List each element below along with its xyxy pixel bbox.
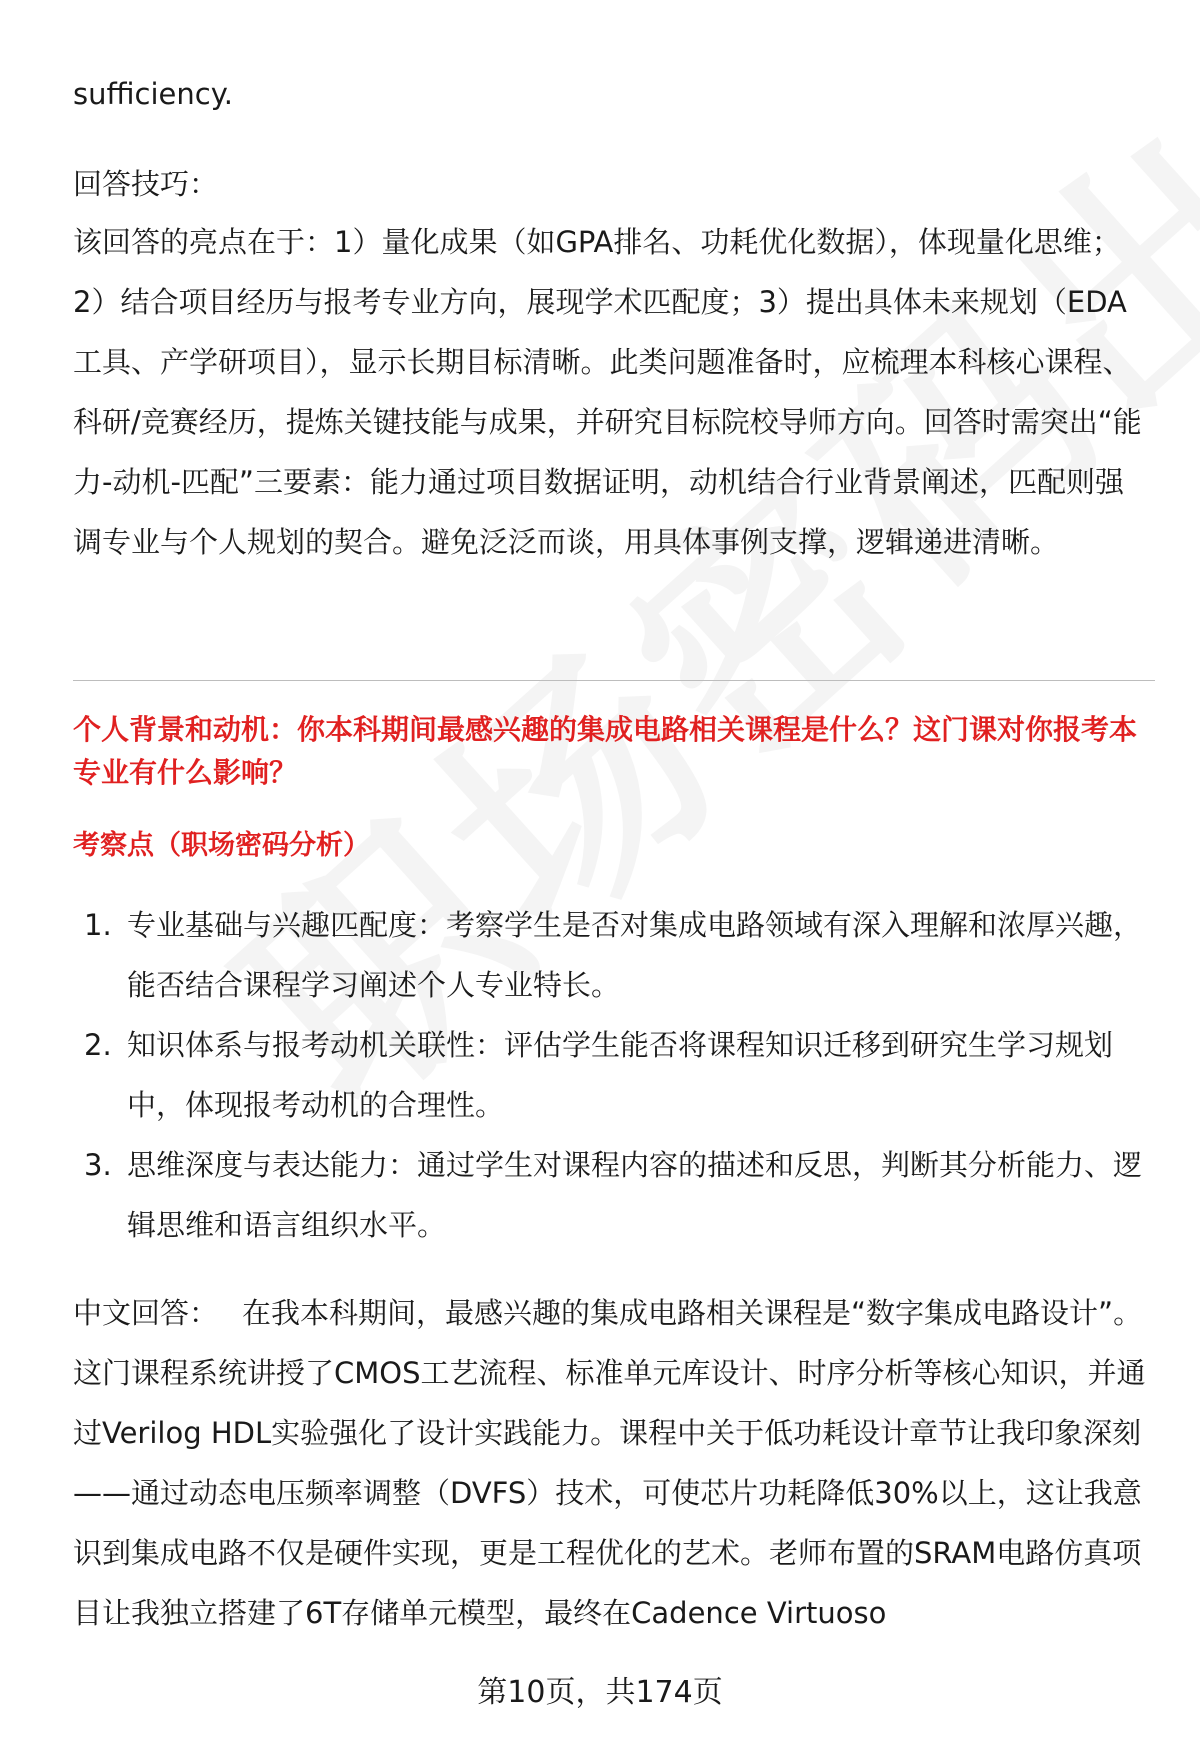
answer-text: 在我本科期间，最感兴趣的集成电路相关课程是“数字集成电路设计”。这门课程系统讲授了CMOS工艺流程、标准单元库设计、时序分析等核心知识，并通过Verilog HDL实验强化了设计实践能力。课程中关于低功耗设计章节让我印象深刻——通过动态电压频率调整（DVFS）技术，可使芯片功耗降低30%以上，这让我意识到集成电路不仅是硬件实现，更是工程优化的艺术。老师布置的SRAM电路仿真项目让我独立搭建了6T存储单元模型，最终在Cadence Virtuoso <box>73 1296 1146 1630</box>
list-number: 2. <box>84 1028 112 1062</box>
tips-heading: 回答技巧： <box>73 167 219 201</box>
question-heading: 个人背景和动机：你本科期间最感兴趣的集成电路相关课程是什么？这门课对你报考本专业有什么影响？ <box>73 713 1138 789</box>
answer-label: 中文回答： <box>73 1296 219 1330</box>
list-item-text: 知识体系与报考动机关联性：评估学生能否将课程知识迁移到研究生学习规划中，体现报考动机的合理性。 <box>127 1028 1114 1122</box>
list-number: 3. <box>84 1148 112 1182</box>
list-item <box>73 1015 1153 1135</box>
list-item <box>73 1135 1153 1255</box>
intro-line: sufficiency. <box>73 77 233 111</box>
list-number: 1. <box>84 908 112 942</box>
section-divider <box>73 680 1155 681</box>
list-item-text: 思维深度与表达能力：通过学生对课程内容的描述和反思，判断其分析能力、逻辑思维和语言组织水平。 <box>127 1148 1143 1242</box>
answer-paragraph <box>73 1283 1148 1643</box>
list-item-text: 专业基础与兴趣匹配度：考察学生是否对集成电路领域有深入理解和浓厚兴趣，能否结合课程学习阐述个人专业特长。 <box>127 908 1143 1002</box>
analysis-title: 考察点（职场密码分析） <box>73 830 370 861</box>
tips-body: 该回答的亮点在于：1）量化成果（如GPA排名、功耗优化数据），体现量化思维；2）结合项目经历与报考专业方向，展现学术匹配度；3）提出具体未来规划（EDA工具、产学研项目），显示长期目标清晰。此类问题准备时，应梳理本科核心课程、科研/竞赛经历，提炼关键技能与成果，并研究目标院校导师方向。回答时需突出“能力-动机-匹配”三要素：能力通过项目数据证明，动机结合行业背景阐述，匹配则强调专业与个人规划的契合。避免泛泛而谈，用具体事例支撑，逻辑递进清晰。 <box>73 225 1142 559</box>
page-footer: 第10页，共174页 <box>477 1675 723 1710</box>
list-item <box>73 895 1153 1015</box>
analysis-points <box>73 895 1153 1255</box>
